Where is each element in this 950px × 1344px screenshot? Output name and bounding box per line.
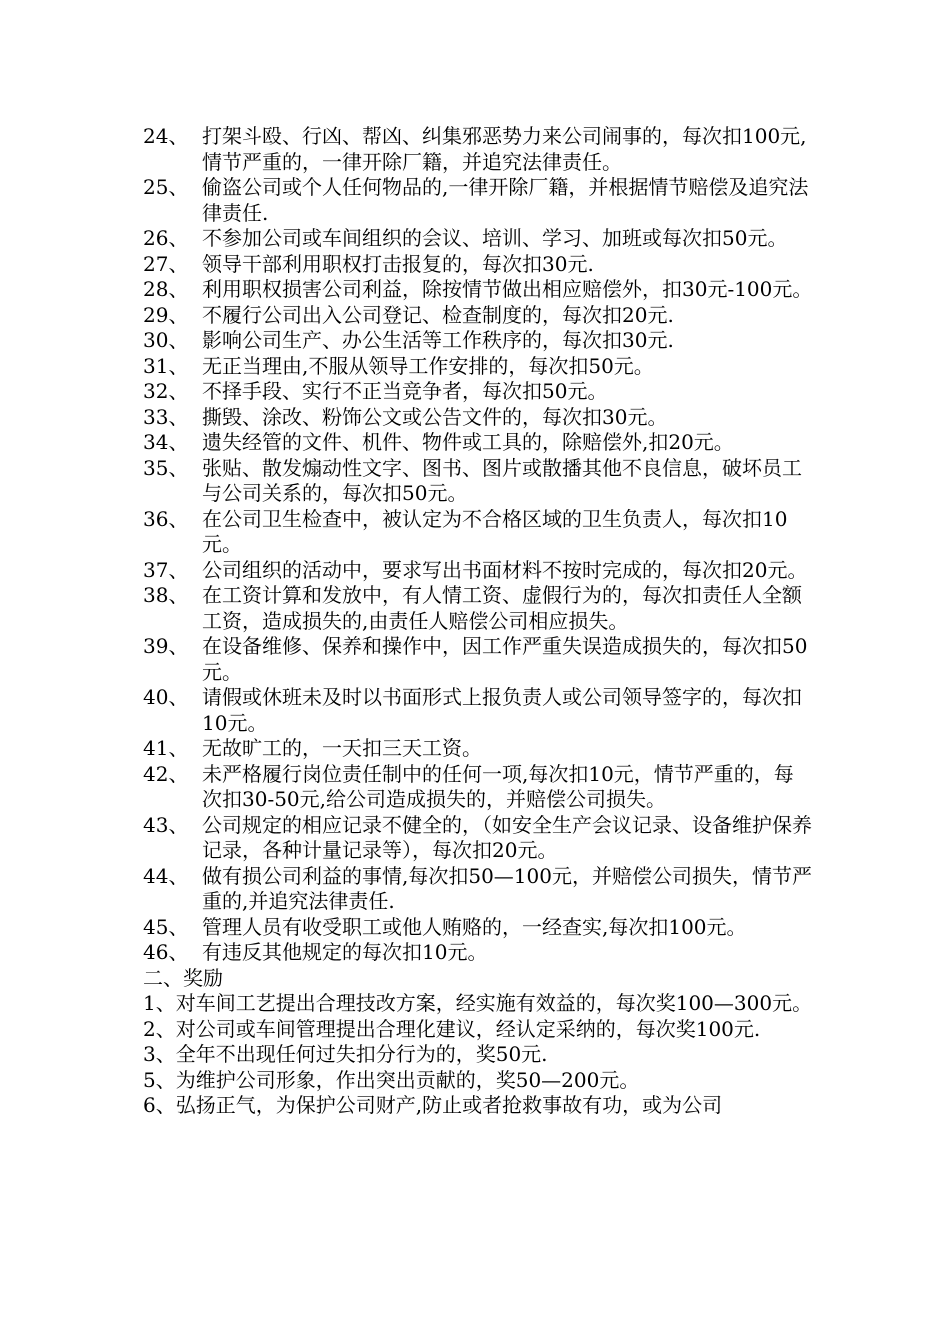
rule-text: 有违反其他规定的每次扣10元。 [202,940,488,964]
rule-text: 遗失经管的文件、机件、物件或工具的，除赔偿外,扣20元。 [202,430,734,454]
rule-text: 未严格履行岗位责任制中的任何一项,每次扣10元，情节严重的，每次扣30-50元,给公司造成损失的，并赔偿公司损失。 [202,761,794,811]
rule-number: 31、 [143,353,189,378]
rule-text: 在设备维修、保养和操作中，因工作严重失误造成损失的，每次扣50元。 [202,634,808,684]
rule-text: 领导干部利用职权打击报复的，每次扣30元. [202,251,594,276]
rule-item [143,583,813,634]
rule-number: 29、 [143,302,189,327]
rule-number: 42、 [143,761,189,786]
rule-item [143,762,813,813]
reward-list [143,991,813,1119]
rule-number: 27、 [143,251,189,276]
rule-item [143,328,813,354]
rule-item [143,507,813,558]
reward-item: 5、为维护公司形象，作出突出贡献的，奖50—200元。 [143,1067,640,1092]
rule-item [143,558,813,584]
rule-number: 26、 [143,226,189,250]
rule-item [143,736,813,762]
rule-number: 35、 [143,455,189,480]
rule-text: 不择手段、实行不正当竞争者，每次扣50元。 [202,379,608,403]
rule-item [143,175,813,226]
rule-item [143,813,813,864]
rule-number: 28、 [143,277,189,301]
rule-number: 41、 [143,736,189,760]
penalty-list [143,124,813,966]
rule-number: 24、 [143,124,189,148]
rule-item [143,303,813,329]
rule-text: 不参加公司或车间组织的会议、培训、学习、加班或每次扣50元。 [202,226,788,250]
rule-number: 38、 [143,583,189,607]
rule-text: 无故旷工的，一天扣三天工资。 [202,736,482,760]
rule-item [143,940,813,966]
rule-item [143,405,813,431]
rule-text: 不履行公司出入公司登记、检查制度的，每次扣20元. [202,302,674,327]
document-body [143,124,813,1119]
rule-number: 45、 [143,914,189,939]
reward-item: 2、对公司或车间管理提出合理化建议，经认定采纳的，每次奖100元. [143,1016,761,1041]
rule-item [143,124,813,175]
rule-text: 无正当理由,不服从领导工作安排的，每次扣50元。 [202,353,654,378]
rule-text: 公司组织的活动中，要求写出书面材料不按时完成的，每次扣20元。 [202,557,808,582]
rule-item [143,226,813,252]
rule-number: 36、 [143,506,189,531]
rule-text: 影响公司生产、办公生活等工作秩序的，每次扣30元. [202,328,674,352]
rule-number: 46、 [143,940,189,964]
rule-number: 44、 [143,863,189,888]
rule-text: 管理人员有收受职工或他人贿赂的，一经查实,每次扣100元。 [202,914,747,939]
rule-text: 撕毁、涂改、粉饰公文或公告文件的，每次扣30元。 [202,404,668,429]
rule-text: 公司规定的相应记录不健全的，（如安全生产会议记录、设备维护保养记录，各种计量记录等），每次扣20元。 [202,812,812,862]
reward-item: 3、全年不出现任何过失扣分行为的，奖50元. [143,1042,548,1066]
rule-item [143,456,813,507]
rule-number: 39、 [143,634,189,658]
rule-item [143,634,813,685]
rule-number: 25、 [143,175,189,199]
rule-number: 40、 [143,685,189,709]
rule-text: 做有损公司利益的事情,每次扣50—100元，并赔偿公司损失，情节严重的,并追究法律责任. [202,863,812,913]
reward-item: 6、弘扬正气，为保护公司财产,防止或者抢救事故有功，或为公司 [143,1093,723,1117]
section-heading-rewards: 二、奖励 [143,965,223,990]
rule-item [143,354,813,380]
rule-number: 33、 [143,404,189,429]
rule-item [143,864,813,915]
rule-number: 43、 [143,812,189,837]
rule-number: 37、 [143,557,189,582]
rule-item [143,379,813,405]
rule-text: 张贴、散发煽动性文字、图书、图片或散播其他不良信息，破坏员工与公司关系的，每次扣50元。 [202,455,802,505]
rule-item [143,277,813,303]
rule-text: 打架斗殴、行凶、帮凶、纠集邪恶势力来公司闹事的，每次扣100元,情节严重的，一律开除厂籍，并追究法律责任。 [202,124,807,174]
rule-item [143,430,813,456]
rule-number: 32、 [143,379,189,403]
rule-item [143,915,813,941]
rule-text: 偷盗公司或个人任何物品的,一律开除厂籍，并根据情节赔偿及追究法律责任. [202,175,809,225]
rule-text: 请假或休班未及时以书面形式上报负责人或公司领导签字的，每次扣10元。 [202,685,802,735]
rule-text: 利用职权损害公司利益，除按情节做出相应赔偿外，扣30元-100元。 [202,277,813,301]
rule-number: 34、 [143,430,189,454]
rule-text: 在工资计算和发放中，有人情工资、虚假行为的，每次扣责任人全额工资，造成损失的,由责任人赔偿公司相应损失。 [202,583,802,633]
rule-number: 30、 [143,328,189,352]
rule-item [143,252,813,278]
reward-item: 1、对车间工艺提出合理技改方案，经实施有效益的，每次奖100—300元。 [143,991,813,1015]
rule-text: 在公司卫生检查中，被认定为不合格区域的卫生负责人，每次扣10元。 [202,506,788,556]
rule-item [143,685,813,736]
